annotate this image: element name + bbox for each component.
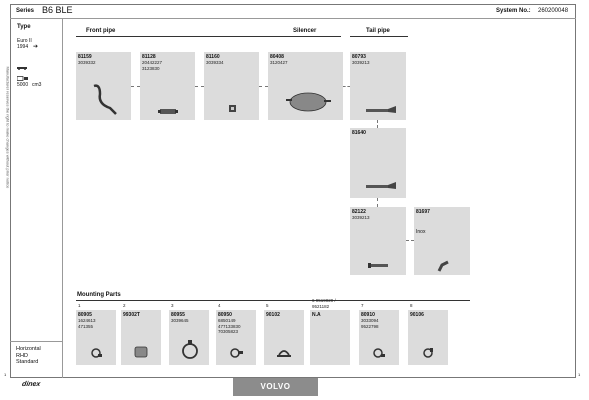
page-number: 1 [4, 372, 7, 377]
part-reference: 3039332 [78, 60, 96, 65]
tail-pipe-straight-icon [368, 261, 392, 269]
pipe-section-icon [228, 104, 238, 114]
part-card[interactable] [140, 52, 195, 120]
tail-pipe-rule [350, 36, 408, 37]
part-card[interactable] [350, 52, 406, 120]
mount-number: 80905 [78, 312, 92, 318]
config-drive: RHD [16, 352, 28, 359]
part-number: 81128 [142, 54, 156, 60]
type-label: Type [17, 24, 31, 30]
mount-card[interactable] [310, 310, 350, 365]
mount-reference: 6850149 477133830 70305823 [218, 318, 241, 334]
mount-index: 5 [266, 303, 269, 308]
configuration [16, 346, 41, 366]
connector-line [377, 198, 378, 207]
clamp-icon [371, 347, 387, 359]
part-card[interactable] [268, 52, 343, 120]
mount-number: 99302T [123, 312, 140, 318]
engine-icon [17, 68, 29, 73]
connector-line [131, 86, 140, 87]
rubber-mount-icon [133, 344, 149, 360]
section-tail-pipe: Tail pipe [366, 28, 390, 34]
clamp-icon [421, 347, 435, 359]
header-divider [10, 18, 576, 19]
engine-capacity: 5000 [17, 82, 29, 88]
part-number: 81160 [206, 54, 220, 60]
section-front-pipe: Front pipe [86, 28, 116, 34]
config-orientation: Horizontal [16, 346, 41, 352]
series-value: B6 BLE [42, 5, 73, 15]
mount-index: 7 [361, 303, 364, 308]
part-reference: 3120427 [270, 60, 288, 65]
mount-index: 1 [78, 303, 81, 308]
front-pipe-icon [90, 82, 120, 117]
vehicle-icon [17, 57, 27, 61]
side-note: Manufacturer reserves the right to make changes without prior notice [5, 66, 11, 189]
system-label: System No.: [496, 8, 531, 14]
connector-line [195, 86, 204, 87]
flex-pipe-icon [158, 108, 180, 116]
mount-card[interactable] [408, 310, 448, 365]
part-card[interactable] [76, 52, 131, 120]
mount-reference: 1624613 471355 [78, 318, 96, 329]
part-number: 82122 [352, 209, 366, 215]
dinex-logo: dinex [21, 381, 41, 388]
clamp-icon [89, 347, 103, 359]
mount-number: 90106 [410, 312, 424, 318]
page-number-right: 1 [578, 372, 581, 377]
clamp-icon [276, 347, 292, 359]
connector-line [343, 86, 350, 87]
connector-line [406, 240, 414, 241]
mount-card[interactable] [359, 310, 399, 365]
tail-pipe-icon [364, 180, 398, 192]
mount-index-number: 6 [312, 298, 315, 303]
tail-pipe-bend-icon [436, 259, 450, 273]
engine-unit: cm3 [32, 82, 42, 88]
mount-index: 4 [218, 303, 221, 308]
series-label: Series [16, 8, 35, 14]
section-silencer: Silencer [293, 28, 317, 34]
brand-footer: VOLVO [233, 378, 318, 396]
mount-reference: 3033094 9522798 [361, 318, 379, 329]
sidebar-divider-bottom [10, 341, 62, 342]
section-mounting-parts: Mounting Parts [77, 292, 121, 298]
part-card[interactable] [204, 52, 259, 120]
part-number: 81697 [416, 209, 430, 215]
mount-number: 80950 [218, 312, 232, 318]
part-card[interactable] [350, 207, 406, 275]
part-reference: 3039213 [352, 215, 370, 220]
mount-number: 90102 [266, 312, 280, 318]
connector-line [377, 120, 378, 128]
mount-card[interactable] [121, 310, 161, 365]
front-pipe-rule [76, 36, 271, 37]
part-number: 80793 [352, 54, 366, 60]
part-reference: 3039213 [352, 60, 370, 65]
config-spec: Standard [16, 359, 39, 365]
part-number: 81159 [78, 54, 92, 60]
silencer-rule [271, 36, 341, 37]
year: 1994 [17, 44, 29, 50]
mount-index: 2 [123, 303, 126, 308]
mount-index [312, 298, 352, 309]
sidebar-divider [62, 18, 63, 378]
part-reference: 3039334 [206, 60, 224, 65]
part-card[interactable] [414, 207, 470, 275]
mount-index: 3 [171, 303, 174, 308]
system-value: 260200048 [538, 8, 569, 14]
mount-card[interactable] [76, 310, 116, 365]
mount-number: 80955 [171, 312, 185, 318]
band-clamp-icon [179, 338, 201, 362]
mount-number: 80910 [361, 312, 375, 318]
mount-top-reference: 9519029 / 9521182 [312, 298, 336, 309]
part-number: 81640 [352, 130, 366, 136]
mount-card[interactable] [169, 310, 209, 365]
connector-line [259, 86, 268, 87]
mount-card[interactable] [264, 310, 304, 365]
silencer-icon [282, 88, 332, 116]
arrow-right-icon: ➔ [33, 44, 39, 50]
mount-card[interactable] [216, 310, 256, 365]
euro-norm: Euro II [17, 38, 32, 44]
mount-index: 8 [410, 303, 413, 308]
part-reference: 20442227 3123830 [142, 60, 163, 71]
mount-reference: 3039645 [171, 318, 189, 323]
tail-pipe-icon [364, 104, 398, 116]
part-card[interactable] [350, 128, 406, 198]
clamp-icon [228, 347, 244, 359]
mounting-rule [76, 300, 470, 301]
part-number: 80408 [270, 54, 284, 60]
part-note: Inox [416, 229, 426, 235]
mount-number: N.A [312, 312, 321, 318]
